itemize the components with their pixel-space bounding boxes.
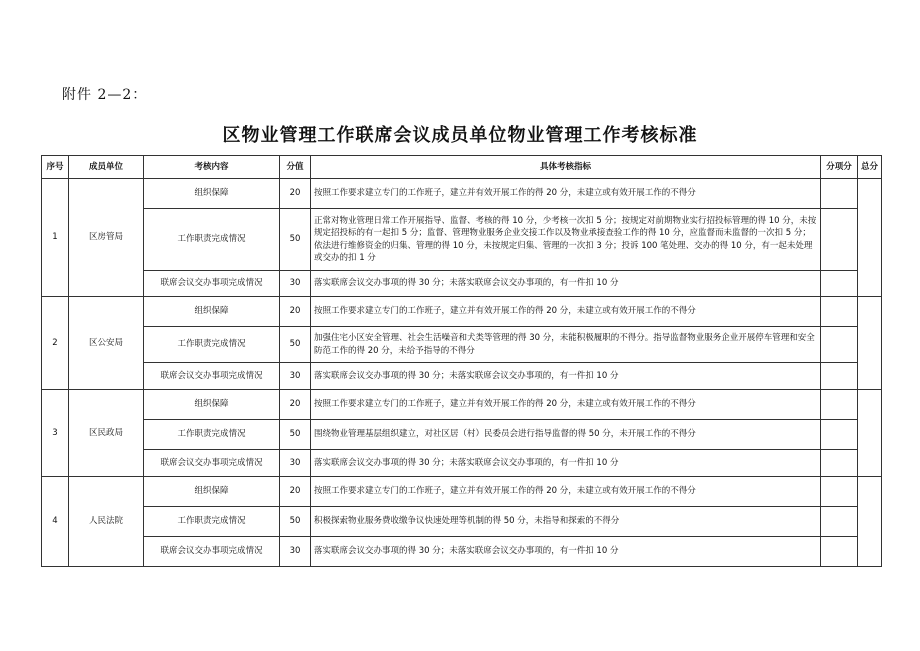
table-row	[42, 271, 882, 297]
assessment-table	[41, 155, 882, 567]
unit-name: 区民政局	[69, 390, 144, 477]
total-score-cell[interactable]	[858, 179, 882, 297]
table-row	[42, 537, 882, 567]
sub-score-cell[interactable]	[821, 420, 858, 450]
header-row	[42, 156, 882, 179]
total-score-cell[interactable]	[858, 390, 882, 477]
criteria-text: 按照工作要求建立专门的工作班子，建立并有效开展工作的得 20 分，未建立或有效开展工作的不得分	[311, 179, 821, 209]
criteria-text: 加强住宅小区安全管理、社会生活噪音和犬类等管理的得 30 分，未能积极履职的不得分。指导监督物业服务企业开展停车管理和安全防范工作的得 20 分，未给予指导的不得分	[311, 327, 821, 363]
unit-number: 1	[42, 179, 69, 297]
score-value: 50	[280, 327, 311, 363]
score-value: 50	[280, 209, 311, 271]
unit-number: 2	[42, 297, 69, 390]
assessment-content: 工作职责完成情况	[144, 420, 280, 450]
assessment-content: 联席会议交办事项完成情况	[144, 271, 280, 297]
header-content: 考核内容	[144, 156, 280, 179]
criteria-text: 按照工作要求建立专门的工作班子，建立并有效开展工作的得 20 分，未建立或有效开展工作的不得分	[311, 297, 821, 327]
sub-score-cell[interactable]	[821, 271, 858, 297]
table-row	[42, 363, 882, 390]
criteria-text: 落实联席会议交办事项的得 30 分；未落实联席会议交办事项的，有一件扣 10 分	[311, 537, 821, 567]
criteria-text: 按照工作要求建立专门的工作班子，建立并有效开展工作的得 20 分，未建立或有效开展工作的不得分	[311, 390, 821, 420]
score-value: 50	[280, 507, 311, 537]
score-value: 20	[280, 297, 311, 327]
sub-score-cell[interactable]	[821, 363, 858, 390]
table-row	[42, 507, 882, 537]
assessment-content: 工作职责完成情况	[144, 507, 280, 537]
table-row	[42, 209, 882, 271]
table-row	[42, 297, 882, 327]
header-score: 分值	[280, 156, 311, 179]
table-row	[42, 327, 882, 363]
assessment-content: 联席会议交办事项完成情况	[144, 537, 280, 567]
score-value: 30	[280, 450, 311, 477]
assessment-content: 组织保障	[144, 297, 280, 327]
total-score-cell[interactable]	[858, 477, 882, 567]
unit-number: 3	[42, 390, 69, 477]
criteria-text: 积极探索物业服务费收缴争议快速处理等机制的得 50 分，未指导和探索的不得分	[311, 507, 821, 537]
sub-score-cell[interactable]	[821, 390, 858, 420]
sub-score-cell[interactable]	[821, 297, 858, 327]
sub-score-cell[interactable]	[821, 327, 858, 363]
score-value: 20	[280, 390, 311, 420]
criteria-text: 落实联席会议交办事项的得 30 分；未落实联席会议交办事项的，有一件扣 10 分	[311, 450, 821, 477]
score-value: 30	[280, 537, 311, 567]
sub-score-cell[interactable]	[821, 477, 858, 507]
score-value: 20	[280, 179, 311, 209]
score-value: 20	[280, 477, 311, 507]
total-score-cell[interactable]	[858, 297, 882, 390]
assessment-content: 组织保障	[144, 390, 280, 420]
assessment-content: 工作职责完成情况	[144, 209, 280, 271]
attachment-label: 附件 2—2：	[62, 87, 148, 103]
table-row	[42, 477, 882, 507]
assessment-content: 联席会议交办事项完成情况	[144, 363, 280, 390]
table-row	[42, 390, 882, 420]
criteria-text: 按照工作要求建立专门的工作班子，建立并有效开展工作的得 20 分，未建立或有效开展工作的不得分	[311, 477, 821, 507]
assessment-content: 组织保障	[144, 477, 280, 507]
unit-name: 区房管局	[69, 179, 144, 297]
header-no: 序号	[42, 156, 69, 179]
sub-score-cell[interactable]	[821, 209, 858, 271]
criteria-text: 落实联席会议交办事项的得 30 分；未落实联席会议交办事项的，有一件扣 10 分	[311, 363, 821, 390]
unit-number: 4	[42, 477, 69, 567]
header-total: 总分	[858, 156, 882, 179]
criteria-text: 正常对物业管理日常工作开展指导、监督、考核的得 10 分，少考核一次扣 5 分；按规定对前期物业实行招投标管理的得 10 分，未按规定招投标的有一起扣 5 分；监督、管理物业服务企业交接工作以及物业承接查验工作的得 10 分，应监督而未监督的一次扣 5 分；依法进行维修资金的归集、管理的得 10 分，未按规定归集、管理的一次扣 3 分；投诉 100 笔处理、交办的得 10 分，有一起未处理或交办的扣 1 分	[311, 209, 821, 271]
unit-name: 区公安局	[69, 297, 144, 390]
header-sub-score: 分项分	[821, 156, 858, 179]
score-value: 30	[280, 363, 311, 390]
assessment-content: 组织保障	[144, 179, 280, 209]
table-row	[42, 450, 882, 477]
assessment-content: 联席会议交办事项完成情况	[144, 450, 280, 477]
table-row	[42, 179, 882, 209]
sub-score-cell[interactable]	[821, 507, 858, 537]
unit-name: 人民法院	[69, 477, 144, 567]
sub-score-cell[interactable]	[821, 179, 858, 209]
page-title: 区物业管理工作联席会议成员单位物业管理工作考核标准	[222, 125, 698, 146]
header-unit: 成员单位	[69, 156, 144, 179]
score-value: 50	[280, 420, 311, 450]
sub-score-cell[interactable]	[821, 450, 858, 477]
table-row	[42, 420, 882, 450]
sub-score-cell[interactable]	[821, 537, 858, 567]
criteria-text: 落实联席会议交办事项的得 30 分；未落实联席会议交办事项的，有一件扣 10 分	[311, 271, 821, 297]
header-criteria: 具体考核指标	[311, 156, 821, 179]
assessment-content: 工作职责完成情况	[144, 327, 280, 363]
score-value: 30	[280, 271, 311, 297]
criteria-text: 围绕物业管理基层组织建立，对社区居（村）民委员会进行指导监督的得 50 分，未开展工作的不得分	[311, 420, 821, 450]
